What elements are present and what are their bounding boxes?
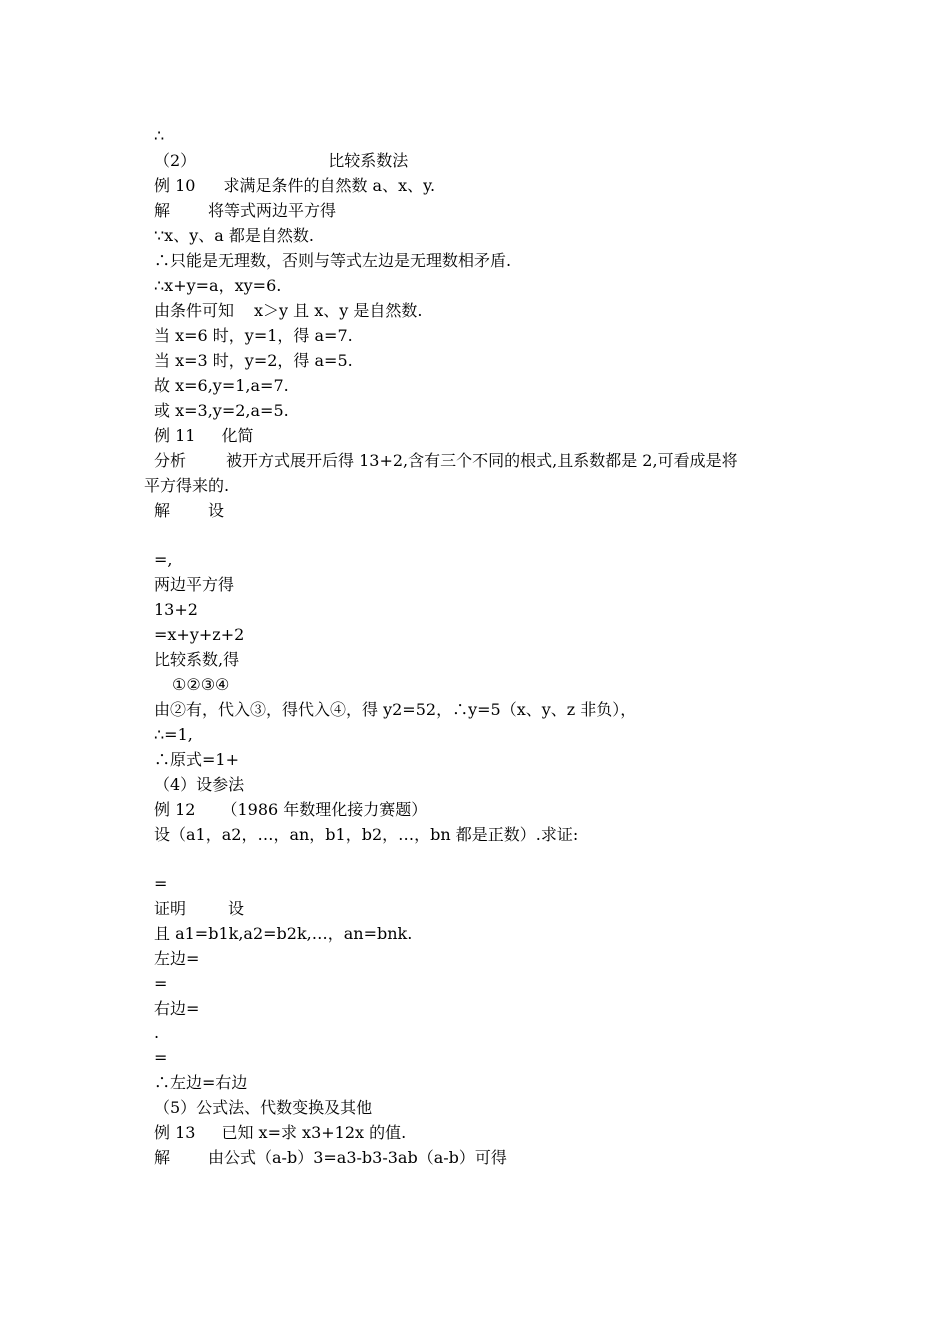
analysis-line: 分析 被开方式展开后得 13+2,含有三个不同的根式,且系数都是 2,可看成是将 (154, 451, 738, 470)
solution-line: 解 设 (154, 501, 225, 520)
text-line: = (154, 974, 168, 993)
example-heading: 例 10 求满足条件的自然数 a、x、y. (154, 176, 436, 195)
text-line: 当 x=6 时，y=1，得 a=7. (154, 326, 353, 345)
proof-line: 证明 设 (154, 899, 245, 918)
text-line: 比较系数,得 (154, 650, 240, 669)
text-line: 两边平方得 (154, 575, 235, 594)
text-line: 当 x=3 时，y=2，得 a=5. (154, 351, 353, 370)
text-line: =, (154, 550, 173, 569)
text-line: ∴原式=1+ (154, 750, 239, 769)
equation-markers: ①②③④ (172, 675, 230, 694)
text-line: . (154, 1023, 160, 1042)
text-line: 且 a1=b1k,a2=b2k,…，an=bnk. (154, 924, 413, 943)
text-line: ∴=1, (154, 725, 193, 744)
text-line: ∴只能是无理数，否则与等式左边是无理数相矛盾. (154, 251, 512, 270)
text-line: ∵x、y、a 都是自然数. (154, 226, 314, 245)
solution-line: 解 将等式两边平方得 (154, 201, 337, 220)
text-line: = (154, 1048, 168, 1067)
example-heading: 例 13 已知 x=求 x3+12x 的值. (154, 1123, 407, 1142)
text-line: 由②有，代入③，得代入④，得 y2=52，∴y=5（x、y、z 非负）， (154, 700, 637, 719)
text-line: 由条件可知 x＞y 且 x、y 是自然数. (154, 301, 423, 320)
text-line: 左边= (154, 949, 200, 968)
text-line: = (154, 874, 168, 893)
solution-line: 解 由公式（a-b）3=a3-b3-3ab（a-b）可得 (154, 1148, 507, 1167)
text-line: ∴左边=右边 (154, 1073, 248, 1092)
example-heading: 例 11 化简 (154, 426, 254, 445)
text-line: 右边= (154, 999, 200, 1018)
text-line: ∴x+y=a，xy=6. (154, 276, 282, 295)
section-heading: （2） 比较系数法 (154, 151, 409, 170)
text-line: =x+y+z+2 (154, 625, 245, 644)
text-line: 或 x=3,y=2,a=5. (154, 401, 289, 420)
therefore-line: ∴ (154, 126, 165, 145)
text-line: 设（a1，a2，…，an，b1，b2，…，bn 都是正数）.求证: (154, 825, 579, 844)
section-heading: （4）设参法 (154, 775, 245, 794)
example-heading: 例 12 （1986 年数理化接力赛题） (154, 800, 428, 819)
text-line: 13+2 (154, 600, 198, 619)
text-line: 故 x=6,y=1,a=7. (154, 376, 289, 395)
analysis-line-wrap: 平方得来的. (144, 476, 230, 495)
section-heading: （5）公式法、代数变换及其他 (154, 1098, 373, 1117)
